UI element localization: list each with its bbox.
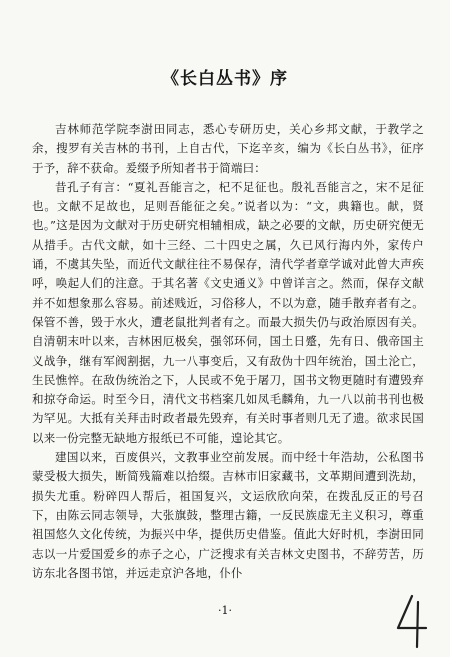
handwritten-page-mark: [392, 592, 432, 650]
paragraph-3: 建国以来，百废俱兴，文教事业空前发展。而中经十年浩劫，公私图书蒙受极大损失，断简残篇难以拾缀。吉林市旧家藏书，文革期间遭到洗劫，损失尤重。粉碎四人帮后，祖国复兴，文运欣欣向荣，在拨乱反正的号召下，由陈云同志领导，大张旗鼓，整理古籍，一反民族虚无主义积习，尊重祖国悠久文化传统，为振兴中华，提供历史借鉴。值此大好时机，李澍田同志以一片爱国爱乡的赤子之心，广泛搜求有关吉林文史图书，不辞劳苦，历访东北各图书馆，并远走京沪各地，仆仆: [32, 450, 424, 580]
page-number: ·1·: [218, 604, 232, 617]
paragraph-1: 吉林师范学院李澍田同志，悉心专研历史，关心乡邦文献，于教学之余，搜罗有关吉林的书刊，上自古代，下迄辛亥，编为《长白丛书》，征序于予，辞不获命。爰缀予所知者书于简端曰：: [32, 122, 424, 175]
paragraph-2: 昔孔子有言：“夏礼吾能言之，杞不足征也。殷礼吾能言之，宋不足征也。文献不足故也，足则吾能征之矣。”说者以为：“文，典籍也。献，贤也。”这是因为文献对于历史研究相辅相成，缺之必要的文献，历史研究便无从措手。古代文献，如十三经、二十四史之属，久已风行海内外，家传户诵，不虞其失坠，而近代文献往往不易保存，清代学者章学诚对此曾大声疾呼，唤起人们的注意。于其名著《文史通义》中曾详言之。然而，保存文献并不如想象那么容易。前述贱近，习俗移人，不以为意，随手散弃者有之。保管不善，毁于水火，遭老鼠批判者有之。而最大损失仍与政治原因有关。自清朝末叶以来，吉林困厄极矣，强邻环伺，国土日蹙，先有日、俄帝国主义战争，继有军阀割据，九一八事变后，又有敌伪十四年统治，国土沦亡，生民憔悴。在敌伪统治之下，人民或不免于屠刀，国书文物更随时有遭毁弃和掠夺命运。时至今日，清代文书档案几如凤毛麟角，九一八以前书刊也极为罕见。大抵有关拜击时政者最先毁弃，有关时事者则几无了遗。欲求民国以来一份完整无缺地方报纸已不可能，遑论其它。: [32, 179, 424, 445]
page-title: 《长白丛书》序: [162, 69, 288, 89]
body-text: [32, 120, 424, 583]
